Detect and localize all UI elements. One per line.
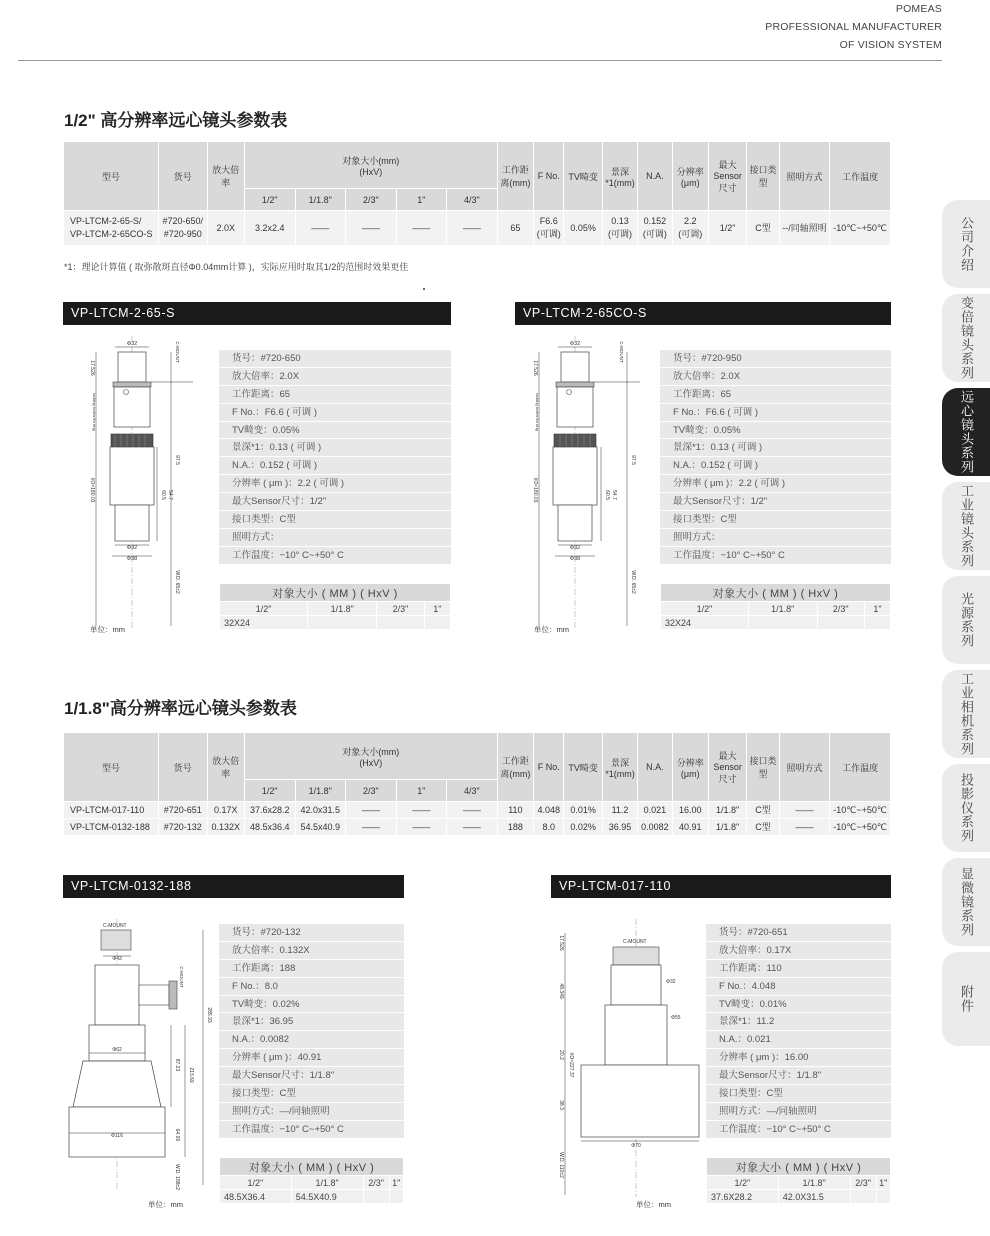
dim-h1: 17.526: [89, 360, 95, 376]
th-size-5: 4/3": [447, 189, 498, 211]
th-item-no: 货号: [159, 142, 208, 211]
spec-list-vp-ltcm-0132-188: [219, 924, 404, 1139]
spec-item: 工作温度：−10° C~+50° C: [660, 547, 891, 565]
spec-item: 照明方式：: [660, 529, 891, 547]
th-light: 照明方式: [779, 142, 830, 211]
spec-item: 工作距离：188: [219, 960, 404, 978]
spec-item: 工作距离：110: [706, 960, 891, 978]
table-row: VP-LTCM-017-110 #720-651 0.17X 37.6x28.2 42.0x31.5 —— —— —— 110 4.048 0.01% 11.2 0.021 16.00 1/1.8" C型 —— -10℃~+50℃: [64, 802, 891, 819]
nav-tab-company[interactable]: 公司介绍: [942, 200, 990, 288]
spec-item: N.A.：0.152 ( 可调 ): [660, 457, 891, 475]
th-mag: 放大倍率: [207, 142, 244, 211]
svg-text:20.2: 20.2: [558, 1050, 564, 1060]
spec-item: N.A.：0.0082: [219, 1031, 404, 1049]
svg-text:87.23: 87.23: [174, 1058, 180, 1072]
svg-text:C-MOUNT: C-MOUNT: [623, 939, 647, 945]
spec-item: 最大Sensor尺寸：1/2": [660, 493, 891, 511]
spec-item: 景深*1：0.13 ( 可调 ): [219, 439, 451, 457]
spec-item: 最大Sensor尺寸：1/1.8": [706, 1067, 891, 1085]
spec-list-vp-ltcm-2-65co-s: [660, 350, 891, 565]
spec-item: 照明方式：: [219, 529, 451, 547]
spec-item: 货号：#720-132: [219, 924, 404, 942]
spec-item: 景深*1：36.95: [219, 1013, 404, 1031]
svg-text:285.93: 285.93: [206, 1007, 212, 1023]
svg-text:Φ38: Φ38: [569, 556, 581, 562]
svg-text:locking screw for ring: locking screw for ring: [535, 393, 540, 431]
nav-tab-accessories[interactable]: 附件: [942, 952, 990, 1046]
svg-text:60.5: 60.5: [604, 490, 610, 500]
unit-label: 单位：mm: [148, 1200, 183, 1209]
nav-tab-light-source[interactable]: 光源系列: [942, 576, 990, 664]
spec-item: F No.：F6.6 ( 可调 ): [219, 404, 451, 422]
spec-item: 照明方式：—/同轴照明: [706, 1103, 891, 1121]
spec-item: 接口类型：C型: [219, 511, 451, 529]
nav-tab-industrial-lens[interactable]: 工业镜头系列: [942, 482, 990, 570]
header-divider: [18, 60, 942, 61]
th-size-2: 1/1.8": [295, 189, 346, 211]
focus-note: locking screw for ring: [92, 393, 97, 431]
spec-item: TV畸变：0.05%: [660, 422, 891, 440]
spec-item: 景深*1：0.13 ( 可调 ): [660, 439, 891, 457]
spec-item: 分辨率 ( μm )：2.2 ( 可调 ): [660, 475, 891, 493]
section-title-half-inch: 1/2" 高分辨率远心镜头参数表: [64, 111, 288, 130]
size-table-vp-ltcm-0132-188: 对象大小 ( MM ) ( HxV ) 1/2" 1/1.8" 2/3" 1" 48.5X36.4 54.5X40.9: [219, 1157, 404, 1204]
spec-item: 分辨率 ( μm )：2.2 ( 可调 ): [219, 475, 451, 493]
lens-drawing-vp-ltcm-2-65-s: [63, 330, 213, 635]
spec-item: 接口类型：C型: [660, 511, 891, 529]
spec-item: 放大倍率：2.0X: [660, 368, 891, 386]
svg-text:Φ32: Φ32: [569, 341, 581, 347]
spec-item: 分辨率 ( μm )：16.00: [706, 1049, 891, 1067]
th-temp: 工作温度: [830, 142, 891, 211]
th-size-4: 1": [396, 189, 447, 211]
size-table-title: 对象大小 ( MM ) ( HxV ): [707, 1158, 891, 1176]
spec-item: N.A.：0.152 ( 可调 ): [219, 457, 451, 475]
size-table-vp-ltcm-2-65co-s: 对象大小 ( MM ) ( HxV ) 1/2" 1/1.8" 2/3" 1" 32X24: [660, 583, 891, 630]
spec-item: F No.：8.0: [219, 978, 404, 996]
nav-tab-industrial-camera[interactable]: 工业相机系列: [942, 670, 990, 758]
th-sensor: 最大Sensor尺寸: [708, 142, 746, 211]
footnote: *1：理论计算值 ( 取弥散斑直径Φ0.04mm计算 )，实际应用时取其1/2的范围时效果更佳: [64, 262, 409, 272]
th-mount: 接口类型: [747, 142, 779, 211]
svg-text:213.69: 213.69: [188, 1067, 194, 1083]
spec-item: TV畸变：0.02%: [219, 996, 404, 1014]
param-table-half-inch: [63, 141, 891, 246]
size-table-title: 对象大小 ( MM ) ( HxV ): [220, 1158, 404, 1176]
svg-text:I/O=227.37: I/O=227.37: [568, 1052, 574, 1078]
dim-h2: 97.5: [174, 455, 180, 465]
spec-item: 最大Sensor尺寸：1/1.8": [219, 1067, 404, 1085]
spec-item: 放大倍率：2.0X: [219, 368, 451, 386]
svg-text:38.3: 38.3: [558, 1100, 564, 1110]
spec-item: 货号：#720-650: [219, 350, 451, 368]
size-table-title: 对象大小 ( MM ) ( HxV ): [661, 584, 891, 602]
dim-wd: W.D. 65±2: [174, 570, 180, 594]
spec-item: 工作温度：−10° C~+50° C: [219, 1121, 404, 1139]
size-table-vp-ltcm-2-65-s: 对象大小 ( MM ) ( HxV ) 1/2" 1/1.8" 2/3" 1" 32X24: [219, 583, 451, 630]
size-table-vp-ltcm-017-110: 对象大小 ( MM ) ( HxV ) 1/2" 1/1.8" 2/3" 1" 37.6X28.2 42.0X31.5: [706, 1157, 891, 1204]
svg-text:17.526: 17.526: [532, 360, 538, 376]
svg-text:Φ116: Φ116: [111, 1133, 123, 1139]
svg-text:I/O=180.03: I/O=180.03: [532, 477, 538, 503]
unit-label: 单位：mm: [534, 625, 569, 634]
nav-tab-zoom-lens[interactable]: 变倍镜头系列: [942, 294, 990, 382]
nav-tab-microscope[interactable]: 显微镜系列: [942, 858, 990, 946]
spec-list-vp-ltcm-2-65-s: [219, 350, 451, 565]
svg-text:C-MOUNT: C-MOUNT: [179, 966, 184, 988]
spec-item: 最大Sensor尺寸：1/2": [219, 493, 451, 511]
table-row: VP-LTCM-0132-188 #720-132 0.132X 48.5x36.4 54.5x40.9 —— —— —— 188 8.0 0.02% 36.95 0.0082 40.91 1/1.8" C型 —— -10℃~+50℃: [64, 819, 891, 836]
th-size-1: 1/2": [244, 189, 295, 211]
param-table-1-1.8-inch: 型号 货号 放大倍率 对象大小(mm) (HxV) 工作距离(mm) F No. TV畸变 景深*1(mm) N.A. 分辨率(μm) 最大Sensor尺寸 接口类型 照明方式 工作温度 1/2" 1/1.8" 2/3" 1" 4/3" VP-LTCM-017-110 #720-651 0.17X 37.6x28.2 42.0x31.5 —— —— —— 110 4.048 0.01% 11.2 0.021 16.00 1/1.8" C型 —— -10℃~+50℃ VP-LTCM-0132-188 #720-132 0.132X 48.5x36.4 54.5x40.9 —— —— —— 188 8.0 0.02% 36.95 0.0082 40.91 1/1.8" C型 —— -10℃~+50℃: [63, 732, 891, 836]
svg-text:48.349: 48.349: [558, 983, 564, 999]
brand-name: POMEAS: [895, 3, 942, 15]
spec-item: N.A.：0.021: [706, 1031, 891, 1049]
lens-drawing-vp-ltcm-0132-188: [63, 915, 215, 1200]
dim-top-dia: Φ32: [126, 341, 138, 347]
svg-text:C-MOUNT: C-MOUNT: [103, 923, 127, 929]
spec-item: 景深*1：11.2: [706, 1013, 891, 1031]
spec-item: 工作距离：65: [660, 386, 891, 404]
spec-item: 分辨率 ( μm )：40.91: [219, 1049, 404, 1067]
th-dof: 景深*1(mm): [602, 142, 637, 211]
th-tv: TV畸变: [564, 142, 602, 211]
size-table-title: 对象大小 ( MM ) ( HxV ): [220, 584, 451, 602]
svg-text:Φ32: Φ32: [666, 979, 676, 985]
product-bar-vp-ltcm-2-65-s: VP-LTCM-2-65-S: [63, 302, 451, 325]
spec-item: TV畸变：0.01%: [706, 996, 891, 1014]
brand-tagline-1: PROFESSIONAL MANUFACTURER: [765, 21, 942, 33]
spec-item: 工作温度：−10° C~+50° C: [706, 1121, 891, 1139]
nav-tab-telecentric-lens[interactable]: 远心镜头系列: [942, 388, 990, 476]
spec-item: 放大倍率：0.17X: [706, 942, 891, 960]
spec-item: 放大倍率：0.132X: [219, 942, 404, 960]
spec-item: 接口类型：C型: [706, 1085, 891, 1103]
unit-label: 单位：mm: [90, 625, 125, 634]
spec-item: 工作距离：65: [219, 386, 451, 404]
dim-h3: 60.5: [160, 490, 166, 500]
brand-tagline-2: OF VISION SYSTEM: [839, 39, 942, 51]
dim-h4: 54.7: [167, 490, 173, 500]
th-size-3: 2/3": [346, 189, 397, 211]
svg-text:W.D. 110±2: W.D. 110±2: [558, 1152, 564, 1178]
svg-text:Φ32: Φ32: [569, 545, 581, 551]
svg-text:17.526: 17.526: [558, 935, 564, 951]
c-mount-label: C-MOUNT: [175, 341, 180, 363]
nav-tab-projector[interactable]: 投影仪系列: [942, 764, 990, 852]
svg-text:C-MOUNT: C-MOUNT: [619, 341, 624, 363]
th-fno: F No.: [534, 142, 564, 211]
brand-block: [765, 0, 942, 54]
th-na: N.A.: [638, 142, 672, 211]
section-title-1-1.8-inch: 1/1.8"高分辨率远心镜头参数表: [64, 699, 297, 718]
stray-dot: [423, 288, 425, 290]
dim-bottom-dia: Φ38: [126, 556, 138, 562]
spec-item: 接口类型：C型: [219, 1085, 404, 1103]
svg-text:W.D. 188±2: W.D. 188±2: [174, 1163, 180, 1191]
lens-drawing-vp-ltcm-017-110: [551, 915, 703, 1205]
spec-list-vp-ltcm-017-110: [706, 924, 891, 1139]
dim-io: I/O=180.03: [89, 477, 95, 503]
svg-text:Φ62: Φ62: [112, 1047, 122, 1053]
product-bar-vp-ltcm-017-110: VP-LTCM-017-110: [551, 875, 891, 898]
svg-text:Φ70: Φ70: [631, 1143, 641, 1149]
spec-item: 货号：#720-651: [706, 924, 891, 942]
th-model: 型号: [64, 142, 159, 211]
svg-text:Φ55: Φ55: [671, 1015, 681, 1021]
th-obj-size: 对象大小(mm) (HxV): [244, 142, 497, 189]
table-row: VP-LTCM-2-65-S/ VP-LTCM-2-65CO-S #720-650/ #720-950 2.0X 3.2x2.4 —— —— —— —— 65 F6.6 (可调) 0.05% 0.13 (可调) 0.152 (可调) 2.2 (可调) 1/2" C型 --/同轴照明 -10℃~+50℃: [64, 211, 891, 246]
spec-item: F No.：F6.6 ( 可调 ): [660, 404, 891, 422]
spec-item: TV畸变：0.05%: [219, 422, 451, 440]
spec-item: F No.：4.048: [706, 978, 891, 996]
spec-item: 照明方式：—/同轴照明: [219, 1103, 404, 1121]
svg-text:54.7: 54.7: [611, 490, 617, 500]
th-wd: 工作距离(mm): [497, 142, 533, 211]
lens-drawing-vp-ltcm-2-65co-s: [515, 330, 665, 635]
spec-item: 货号：#720-950: [660, 350, 891, 368]
th-res: 分辨率(μm): [672, 142, 708, 211]
svg-text:97.5: 97.5: [630, 455, 636, 465]
svg-text:W.D. 65±2: W.D. 65±2: [630, 570, 636, 594]
unit-label: 单位：mm: [636, 1200, 671, 1209]
spec-item: 工作温度：−10° C~+50° C: [219, 547, 451, 565]
product-bar-vp-ltcm-2-65co-s: VP-LTCM-2-65CO-S: [515, 302, 891, 325]
product-bar-vp-ltcm-0132-188: VP-LTCM-0132-188: [63, 875, 404, 898]
svg-text:Φ43: Φ43: [112, 956, 122, 962]
dim-mid-dia: Φ32: [126, 545, 138, 551]
svg-text:64.00: 64.00: [174, 1128, 180, 1142]
